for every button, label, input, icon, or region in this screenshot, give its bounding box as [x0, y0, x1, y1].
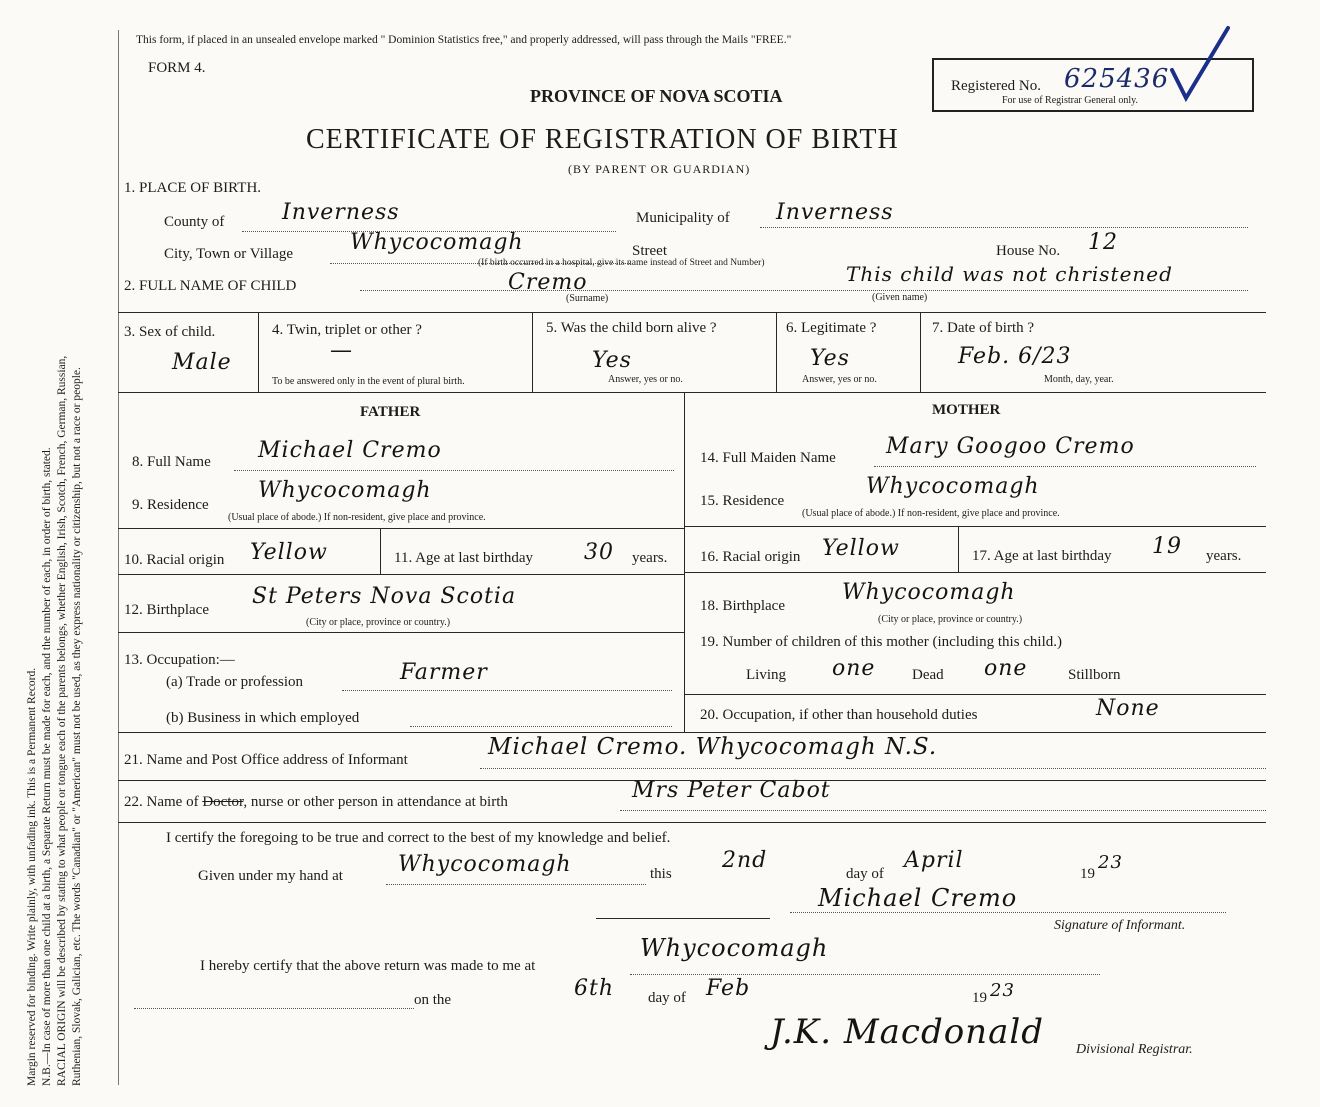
certify-blank-rule [596, 918, 770, 919]
margin-instructions [25, 36, 85, 1086]
county-label: County of [164, 214, 225, 230]
mother-rule-3 [684, 694, 1266, 695]
col-rule-3 [776, 312, 777, 392]
row-rule-top [118, 312, 1266, 313]
mother-rule-2 [684, 572, 1266, 573]
col-rule-2 [532, 312, 533, 392]
given-dayof-label: day of [846, 866, 884, 882]
mother-birthplace-note: (City or place, province or country.) [878, 614, 1023, 625]
city-label: City, Town or Village [164, 246, 294, 262]
mother-occupation-label: 20. Occupation, if other than household duties [700, 707, 978, 723]
registered-number: 625436 [1064, 64, 1170, 94]
attendant-line [620, 810, 1266, 811]
certificate-title: CERTIFICATE OF REGISTRATION OF BIRTH [306, 124, 899, 155]
father-race-label: 10. Racial origin [124, 552, 225, 568]
registrar-place-value: Whycocomagh [640, 934, 829, 962]
twin-note: To be answered only in the event of plural birth. [272, 376, 465, 387]
dob-value: Feb. 6/23 [958, 344, 1072, 369]
this-label: this [650, 866, 672, 882]
living-label: Living [746, 667, 786, 683]
registered-label: Registered No. [951, 78, 1041, 94]
father-years: years. [632, 550, 668, 566]
mother-race-label: 16. Racial origin [700, 549, 801, 565]
informant-signature: Michael Cremo [818, 884, 1018, 912]
registrar-certify-text: I hereby certify that the above return was made to me at [200, 958, 536, 974]
parents-bottom-rule [118, 732, 1266, 733]
attendant-rule [118, 822, 1266, 823]
alive-note: Answer, yes or no. [608, 374, 683, 385]
certificate-subtitle: (BY PARENT OR GUARDIAN) [568, 162, 751, 176]
twin-label: 4. Twin, triplet or other ? [272, 322, 422, 338]
given-year-prefix: 19 [1080, 866, 1095, 882]
father-residence-value: Whycocomagh [258, 478, 432, 503]
father-heading: FATHER [360, 404, 421, 420]
mother-name-line [874, 466, 1256, 467]
form-number: FORM 4. [148, 60, 206, 76]
father-name-label: 8. Full Name [132, 454, 211, 470]
mother-race-divider [958, 526, 959, 572]
street-label: Street [632, 243, 667, 259]
street-note: (If birth occurred in a hospital, give its name instead of Street and Number) [478, 258, 765, 268]
municipality-value: Inverness [776, 200, 894, 225]
given-day-value: 2nd [722, 848, 768, 873]
father-residence-label: 9. Residence [132, 497, 209, 513]
surname-caption: (Surname) [566, 293, 609, 304]
mother-birthplace-label: 18. Birthplace [700, 598, 785, 614]
father-rule-2 [118, 574, 684, 575]
given-name-caption: (Given name) [872, 292, 928, 303]
col-rule-1 [258, 312, 259, 392]
living-value: one [832, 656, 876, 681]
father-trade-label: (a) Trade or profession [166, 674, 304, 690]
mother-heading: MOTHER [932, 402, 1001, 418]
given-place-value: Whycocomagh [398, 852, 572, 877]
father-trade-value: Farmer [400, 660, 488, 685]
father-abode-note: (Usual place of abode.) If non-resident, give place and province. [228, 512, 486, 523]
mother-residence-value: Whycocomagh [866, 474, 1040, 499]
house-value: 12 [1088, 230, 1118, 255]
certify-text: I certify the foregoing to be true and correct to the best of my knowledge and belief. [166, 830, 671, 846]
father-occupation-label: 13. Occupation:— [124, 652, 235, 668]
margin-line-2: N.B.—In case of more than one child at a birth, a Separate Return must be made for each, and the number of each, in order of birth, stated. [41, 447, 53, 1086]
attendant-label [124, 794, 508, 811]
legitimate-label: 6. Legitimate ? [786, 320, 877, 336]
attendant-value: Mrs Peter Cabot [632, 778, 831, 803]
registrar-signature: J.K. Macdonald [770, 1012, 1044, 1052]
mother-children-label: 19. Number of children of this mother (including this child.) [700, 634, 1063, 650]
mother-residence-label: 15. Residence [700, 493, 785, 509]
margin-line-3: RACIAL ORIGIN will be described by stating to what people or tongue each of the parents belongs, whether English, Irish, Scotch, French, German, Russian, [56, 355, 68, 1086]
house-label: House No. [996, 243, 1061, 259]
father-business-label: (b) Business in which employed [166, 710, 360, 726]
stillborn-label: Stillborn [1068, 667, 1121, 683]
child-name-line [360, 290, 1248, 291]
informant-line [480, 768, 1266, 769]
sex-value: Male [172, 350, 232, 375]
dead-label: Dead [912, 667, 944, 683]
mother-name-label: 14. Full Maiden Name [700, 450, 836, 466]
father-age-label: 11. Age at last birthday [394, 550, 533, 566]
mother-abode-note: (Usual place of abode.) If non-resident, give place and province. [802, 508, 1060, 519]
father-age-value: 30 [584, 540, 614, 565]
alive-value: Yes [592, 348, 632, 373]
mother-age-value: 19 [1152, 534, 1182, 559]
given-month-value: April [904, 848, 964, 873]
given-place-line [386, 884, 646, 885]
blue-check-mark [1168, 22, 1234, 106]
registrar-month-value: Feb [706, 976, 751, 1001]
father-rule-3 [118, 632, 684, 633]
registrar-year-value: 23 [990, 980, 1015, 1001]
mother-age-label: 17. Age at last birthday [972, 548, 1112, 564]
col-rule-4 [920, 312, 921, 392]
row-rule-bottom [118, 392, 1266, 393]
registrar-dayof-label: day of [648, 990, 686, 1006]
parent-divider [684, 392, 685, 732]
sex-label: 3. Sex of child. [124, 324, 216, 340]
place-of-birth-label: 1. PLACE OF BIRTH. [124, 180, 262, 196]
child-surname: Cremo [508, 270, 588, 295]
dob-note: Month, day, year. [1044, 374, 1114, 385]
informant-value: Michael Cremo. Whycocomagh N.S. [488, 734, 938, 760]
mother-birthplace-value: Whycocomagh [842, 580, 1016, 605]
father-race-value: Yellow [250, 540, 328, 565]
father-birthplace-note: (City or place, province or country.) [306, 617, 451, 628]
registrar-place-line [630, 974, 1100, 975]
dob-label: 7. Date of birth ? [932, 320, 1035, 336]
attendant-label-struck: Doctor [202, 794, 244, 810]
father-trade-line [342, 690, 672, 691]
mother-occupation-value: None [1096, 696, 1160, 721]
mother-race-value: Yellow [822, 536, 900, 561]
province-heading: PROVINCE OF NOVA SCOTIA [530, 86, 783, 106]
margin-line-4: Ruthenian, Slovak, Galician, etc. The words "Canadian" or "American" must not be used, as they express nationality or citizenship, but not a race or people. [71, 367, 83, 1086]
father-birthplace-label: 12. Birthplace [124, 602, 209, 618]
child-given-name: This child was not christened [846, 262, 1173, 286]
father-name-line [234, 470, 674, 471]
father-rule-1 [118, 528, 684, 529]
mother-name-value: Mary Googoo Cremo [886, 434, 1135, 459]
margin-line-1: Margin reserved for binding. Write plainly, with unfading ink. This is a Permanent Record. [26, 667, 38, 1086]
on-the-label: on the [414, 992, 452, 1008]
legitimate-value: Yes [810, 346, 850, 371]
municipality-line [760, 227, 1248, 228]
city-value: Whycocomagh [350, 230, 524, 255]
registrar-note: For use of Registrar General only. [1002, 95, 1138, 106]
father-business-line [410, 726, 672, 727]
registrar-year-prefix: 19 [972, 990, 987, 1006]
given-under-label: Given under my hand at [198, 868, 343, 884]
father-name-value: Michael Cremo [258, 438, 442, 463]
mother-rule-1 [684, 526, 1266, 527]
dead-value: one [984, 656, 1028, 681]
attendant-label-post: , nurse or other person in attendance at birth [243, 794, 508, 810]
legitimate-note: Answer, yes or no. [802, 374, 877, 385]
registrar-day-value: 6th [574, 976, 615, 1001]
alive-label: 5. Was the child born alive ? [546, 320, 717, 336]
given-year-value: 23 [1098, 852, 1123, 873]
registrar-blank-line [134, 1008, 414, 1009]
county-value: Inverness [282, 200, 400, 225]
informant-signature-caption: Signature of Informant. [1054, 918, 1186, 933]
informant-signature-line [790, 912, 1226, 913]
child-name-label: 2. FULL NAME OF CHILD [124, 278, 297, 294]
binding-margin-rule [118, 30, 119, 1085]
postal-notice: This form, if placed in an unsealed envelope marked " Dominion Statistics free," and properly addressed, will pass through the Mails "FREE." [136, 34, 792, 46]
mother-years: years. [1206, 548, 1242, 564]
twin-value: — [330, 338, 353, 363]
registrar-caption: Divisional Registrar. [1076, 1042, 1193, 1057]
father-race-divider [380, 528, 381, 574]
father-birthplace-value: St Peters Nova Scotia [252, 584, 517, 609]
municipality-label: Municipality of [636, 210, 730, 226]
informant-label: 21. Name and Post Office address of Informant [124, 752, 408, 768]
attendant-label-pre: 22. Name of [124, 794, 203, 810]
